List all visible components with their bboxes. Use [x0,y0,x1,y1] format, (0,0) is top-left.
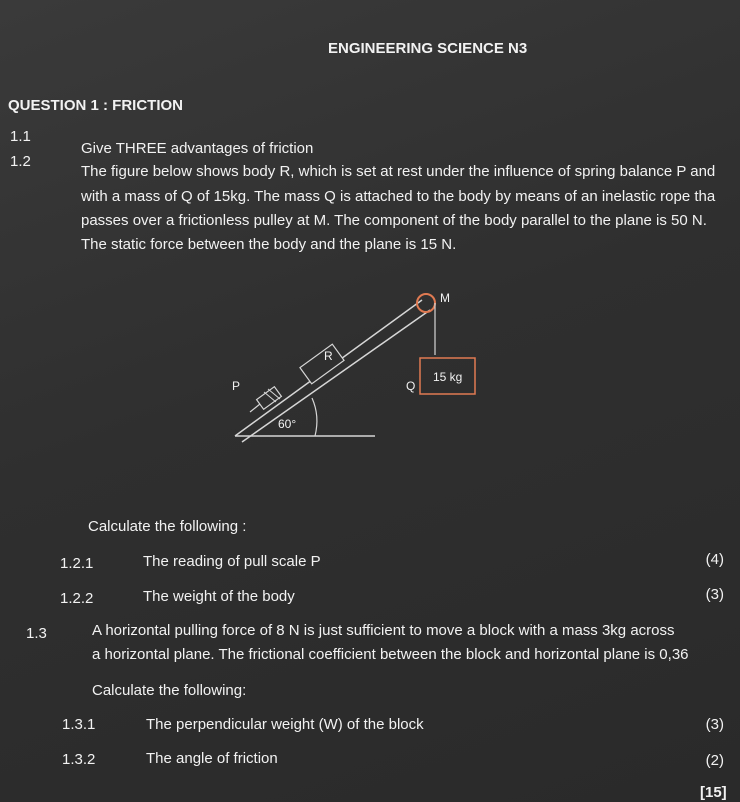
sub-text-1-2-2: The weight of the body [143,588,295,605]
marks-1-2-2: (3) [705,586,724,603]
incline-pulley-diagram [220,280,490,450]
sub-number-1-2-1: 1.2.1 [60,555,94,572]
sub-text-1-3-2: The angle of friction [146,750,278,767]
sub-number-1-3-1: 1.3.1 [62,716,96,733]
question-text-1-2-line-2: with a mass of Q of 15kg. The mass Q is attached to the body by means of an inelastic rope tha [81,188,716,205]
angle-label: 60° [278,417,297,431]
marks-1-2-1: (4) [705,551,724,568]
question-heading: QUESTION 1 : FRICTION [8,97,184,114]
question-text-1-2-line-1: The figure below shows body R, which is set at rest under the influence of spring balance P and [81,163,716,180]
question-text-1-3-line-2: a horizontal plane. The frictional coefficient between the block and horizontal plane is 0,36 [92,646,689,663]
inclined-plane [235,300,430,442]
angle-arc [312,398,317,436]
label-q: Q [406,379,416,393]
question-text-1-3-line-1: A horizontal pulling force of 8 N is just sufficient to move a block with a mass 3kg across [92,622,675,639]
pulley-m [417,294,435,312]
question-text-1-1: Give THREE advantages of friction [81,140,314,157]
calculate-intro-1-2: Calculate the following : [88,518,247,535]
question-text-1-2-line-3: passes over a frictionless pulley at M. The component of the body parallel to the plane is 50 N. [81,212,707,229]
sub-number-1-3-2: 1.3.2 [62,751,96,768]
mass-label: 15 kg [433,370,463,384]
question-number-1-1: 1.1 [10,128,31,145]
sub-text-1-2-1: The reading of pull scale P [143,553,321,570]
label-p: P [232,379,241,393]
spring-balance [250,387,281,412]
question-number-1-3: 1.3 [26,625,47,642]
question-number-1-2: 1.2 [10,153,31,170]
label-r: R [324,349,333,363]
question-text-1-2-line-4: The static force between the body and the plane is 15 N. [81,236,457,253]
total-marks: [15] [700,784,727,801]
label-m: M [440,291,450,305]
sub-text-1-3-1: The perpendicular weight (W) of the block [146,716,424,733]
marks-1-3-1: (3) [705,716,724,733]
marks-1-3-2: (2) [705,752,724,769]
body-r [300,344,344,384]
sub-number-1-2-2: 1.2.2 [60,590,94,607]
calculate-intro-1-3: Calculate the following: [92,682,247,699]
document-title: ENGINEERING SCIENCE N3 [328,40,528,57]
